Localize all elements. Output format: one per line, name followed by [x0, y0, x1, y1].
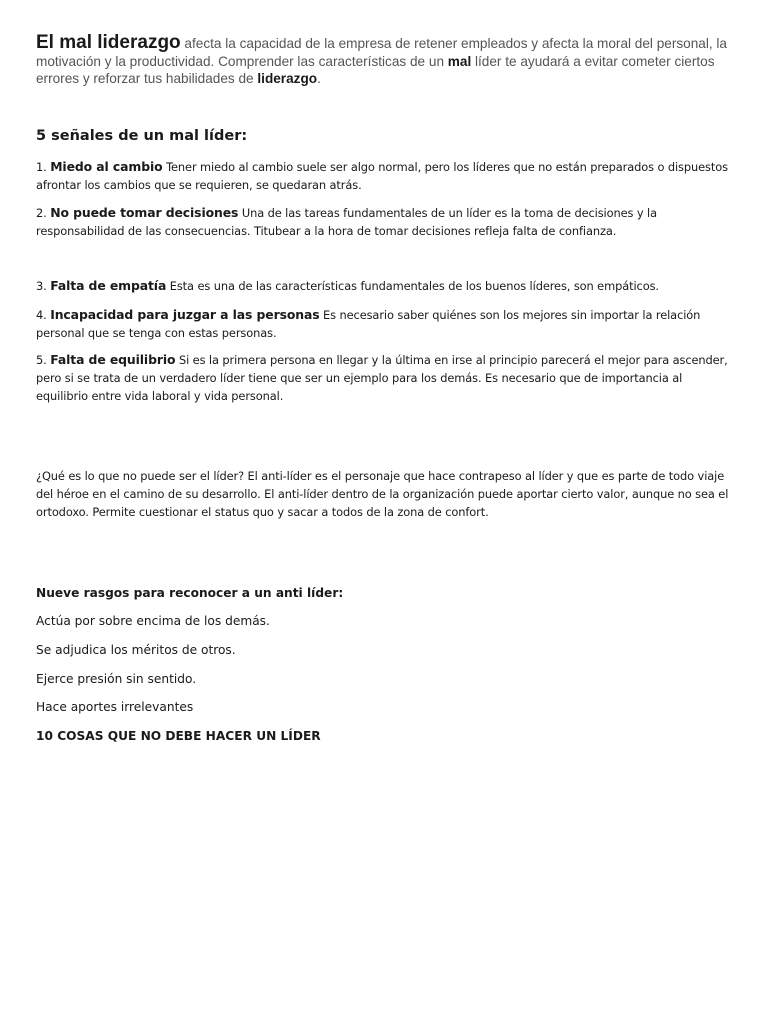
signal-item	[36, 306, 736, 342]
intro-lead: El mal liderazgo	[36, 32, 181, 53]
signal-title: Falta de empatía	[50, 278, 167, 293]
section-heading: 5 señales de un mal líder:	[36, 128, 248, 144]
signal-number: 3.	[36, 279, 51, 293]
signal-text: Tener miedo al cambio suele ser algo normal, pero los líderes que no están preparados o dispuestos afrontar los cambios que se requieren, se quedaran atrás.	[36, 160, 728, 192]
signal-text: Si es la primera persona en llegar y la última en irse al principio parecerá el mejor para ascender, pero si se trata de un verdadero líder tiene que ser un ejemplo para los demás. Es necesario que de importancia al equilibrio entre vida laboral y vida personal.	[36, 353, 728, 403]
intro-text-1: afecta la capacidad de la empresa de retener empleados y afecta la moral del personal, la motivación y la productividad. Comprender las características de un	[36, 36, 727, 69]
intro-paragraph	[36, 34, 736, 88]
signal-text: Esta es una de las características fundamentales de los buenos líderes, son empáticos.	[166, 279, 659, 293]
signal-text: Una de las tareas fundamentales de un líder es la toma de decisiones y la responsabilidad de las consecuencias. Titubear a la hora de tomar decisiones refleja falta de confianza.	[36, 206, 657, 238]
signal-number: 1.	[36, 160, 51, 174]
closing-heading: 10 COSAS QUE NO DEBE HACER UN LÍDER	[36, 729, 321, 743]
signal-title: Falta de equilibrio	[50, 352, 176, 367]
signal-number: 5.	[36, 353, 51, 367]
traits-heading: Nueve rasgos para reconocer a un anti líder:	[36, 586, 344, 600]
trait-item: Ejerce presión sin sentido.	[36, 672, 197, 686]
signal-text: Es necesario saber quiénes son los mejores sin importar la relación personal que se tenga con estas personas.	[36, 308, 701, 340]
signal-number: 4.	[36, 308, 51, 322]
signal-title: No puede tomar decisiones	[50, 205, 239, 220]
intro-text-2: líder te ayudará a evitar cometer ciertos errores y reforzar tus habilidades de	[36, 53, 715, 86]
intro-text-3: .	[317, 71, 321, 86]
signal-item	[36, 158, 736, 194]
intro-bold-mal: mal	[447, 53, 472, 69]
trait-item: Se adjudica los méritos de otros.	[36, 643, 236, 657]
signal-number: 2.	[36, 206, 51, 220]
intro-bold-liderazgo: liderazgo	[257, 71, 318, 86]
trait-item: Hace aportes irrelevantes	[36, 700, 194, 714]
signal-item	[36, 204, 736, 240]
anti-leader-paragraph: ¿Qué es lo que no puede ser el líder? El anti-líder es el personaje que hace contrapeso al líder y que es parte de todo viaje del héroe en el camino de su desarrollo. El anti-líder dentro de la organización puede aportar cierto valor, aunque no sea el ortodoxo. Permite cuestionar el status quo y sacar a todos de la zona de confort.	[36, 469, 729, 519]
signal-title: Miedo al cambio	[50, 159, 163, 174]
signal-title: Incapacidad para juzgar a las personas	[50, 307, 320, 322]
signal-item	[36, 351, 736, 405]
trait-item: Actúa por sobre encima de los demás.	[36, 614, 270, 628]
signal-item	[36, 277, 736, 295]
